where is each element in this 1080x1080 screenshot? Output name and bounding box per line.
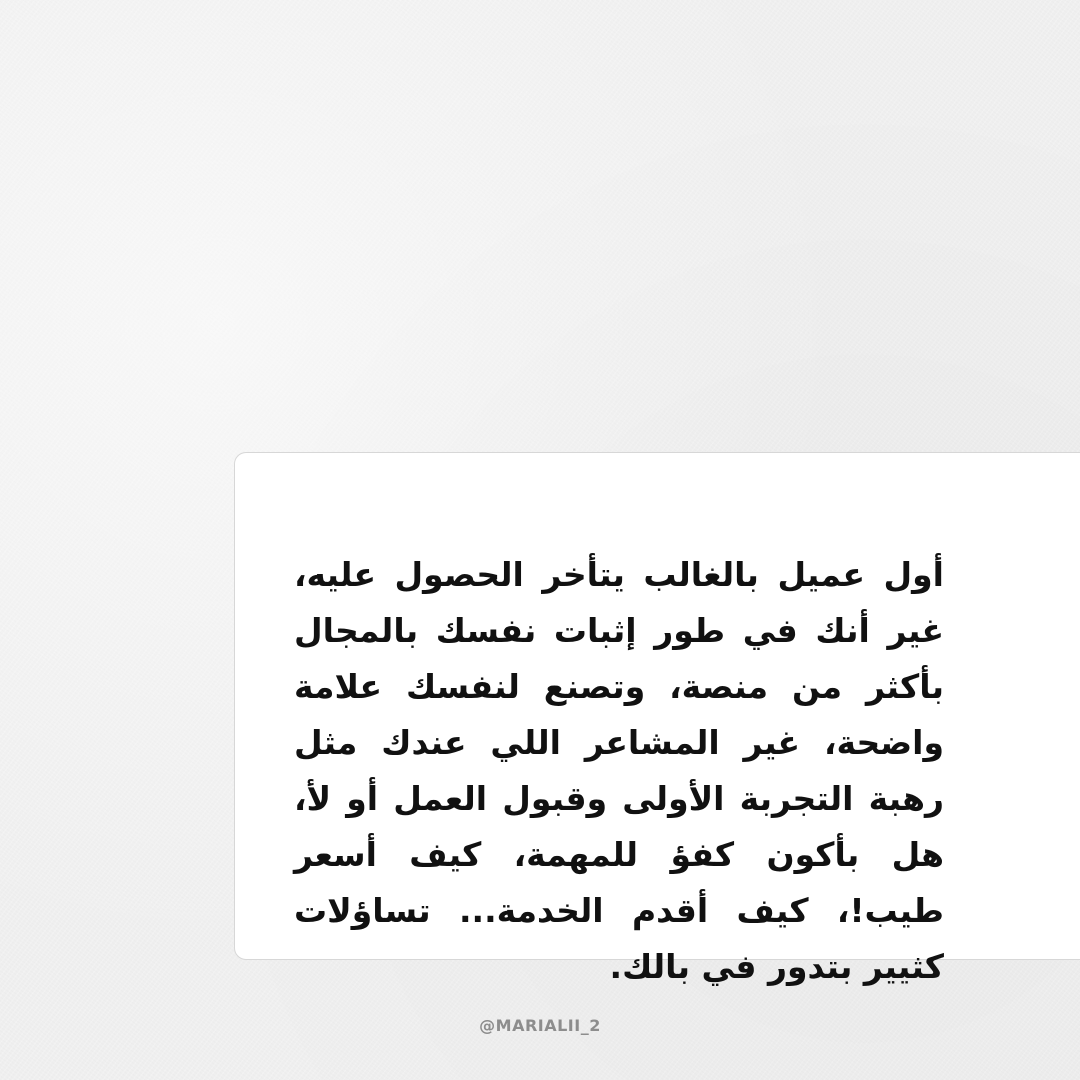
quote-text: أول عميل بالغالب يتأخر الحصول عليه، غير أنك في طور إثبات نفسك بالمجال بأكثر من منصة، وتصنع لنفسك علامة واضحة، غير المشاعر اللي عندك مثل رهبة التجربة الأولى وقبول العمل أو لأ، هل بأكون كفؤ للمهمة، كيف أسعر طيب!، كيف أقدم الخدمة... تساؤلات كثيير بتدور في بالك. — [294, 555, 944, 986]
quote-card — [234, 452, 1080, 986]
author-handle: @MARIALII_2 — [479, 1016, 601, 1035]
